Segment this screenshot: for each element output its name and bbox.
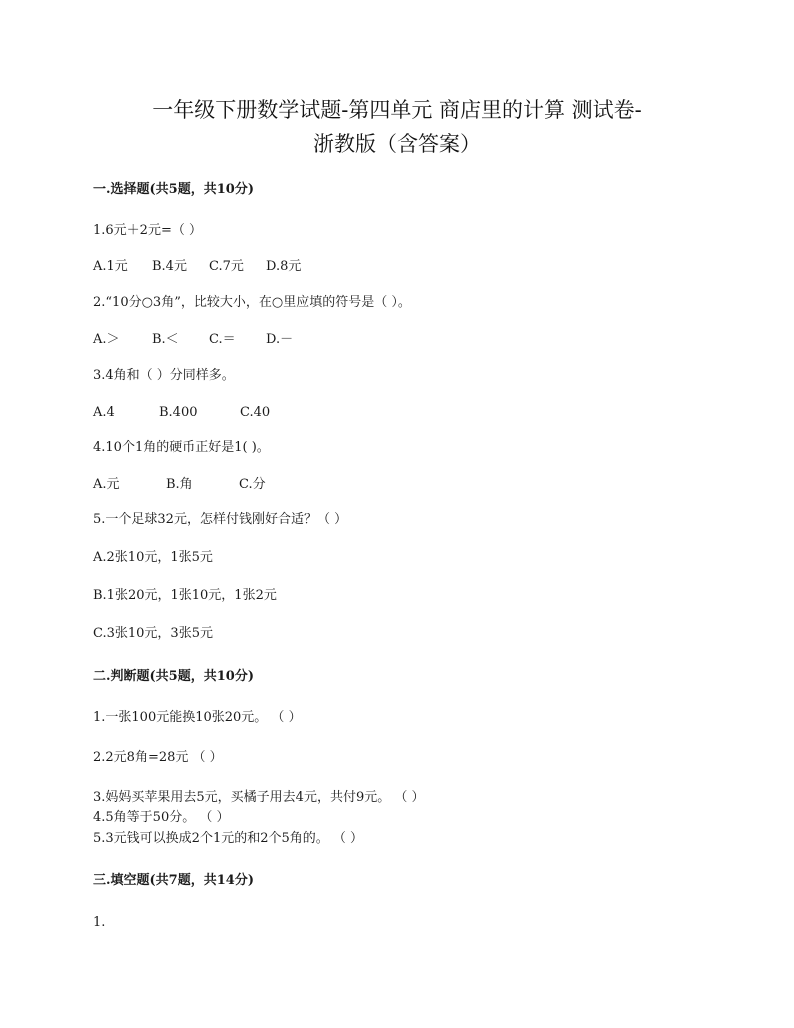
- judge-item-3: 3.妈妈买苹果用去5元，买橘子用去4元，共付9元。 （ ）: [93, 790, 425, 805]
- section-heading-fill: 三.填空题(共7题，共14分): [93, 873, 254, 888]
- judge-item-2: 2.2元8角=28元 （ ）: [93, 750, 223, 765]
- option-2d: D.－: [266, 332, 294, 347]
- question-options-4: [93, 476, 266, 494]
- option-1d: D.8元: [266, 259, 302, 274]
- option-4c: C.分: [239, 477, 266, 492]
- question-stem-2: 2.“10分○3角”，比较大小，在○里应填的符号是（ ）。: [93, 295, 411, 310]
- option-5a: A.2张10元，1张5元: [93, 550, 213, 565]
- option-1b: B.4元: [152, 259, 187, 274]
- section-heading-judge: 二.判断题(共5题，共10分): [93, 669, 254, 684]
- option-1c: C.7元: [209, 259, 244, 274]
- question-stem-1: 1.6元＋2元=（ ）: [93, 223, 202, 238]
- option-4a: A.元: [93, 477, 120, 492]
- option-1a: A.1元: [93, 259, 128, 274]
- option-2b: B.＜: [152, 332, 179, 347]
- judge-item-1: 1.一张100元能换10张20元。 （ ）: [93, 710, 302, 725]
- section-heading-choice: 一.选择题(共5题，共10分): [93, 182, 254, 197]
- question-options-2: [93, 331, 293, 349]
- fill-item-1: 1.: [93, 915, 106, 930]
- page-title-line1: 一年级下册数学试题-第四单元 商店里的计算 测试卷-: [152, 98, 642, 122]
- judge-item-5: 5.3元钱可以换成2个1元的和2个5角的。 （ ）: [93, 831, 364, 846]
- option-3b: B.400: [159, 405, 198, 420]
- judge-item-4: 4.5角等于50分。 （ ）: [93, 810, 230, 825]
- option-4b: B.角: [166, 477, 193, 492]
- question-stem-3: 3.4角和（ ）分同样多。: [93, 368, 235, 383]
- page-title-line2: 浙教版（含答案）: [313, 132, 481, 156]
- question-options-3: [93, 404, 270, 422]
- option-5c: C.3张10元，3张5元: [93, 626, 213, 641]
- option-2c: C.＝: [209, 332, 236, 347]
- option-3c: C.40: [240, 405, 271, 420]
- option-3a: A.4: [93, 405, 115, 420]
- option-2a: A.＞: [93, 332, 120, 347]
- question-stem-4: 4.10个1角的硬币正好是1( )。: [93, 440, 270, 455]
- question-stem-5: 5.一个足球32元，怎样付钱刚好合适？（ ）: [93, 512, 348, 527]
- option-5b: B.1张20元，1张10元，1张2元: [93, 588, 277, 603]
- question-options-1: [93, 258, 301, 276]
